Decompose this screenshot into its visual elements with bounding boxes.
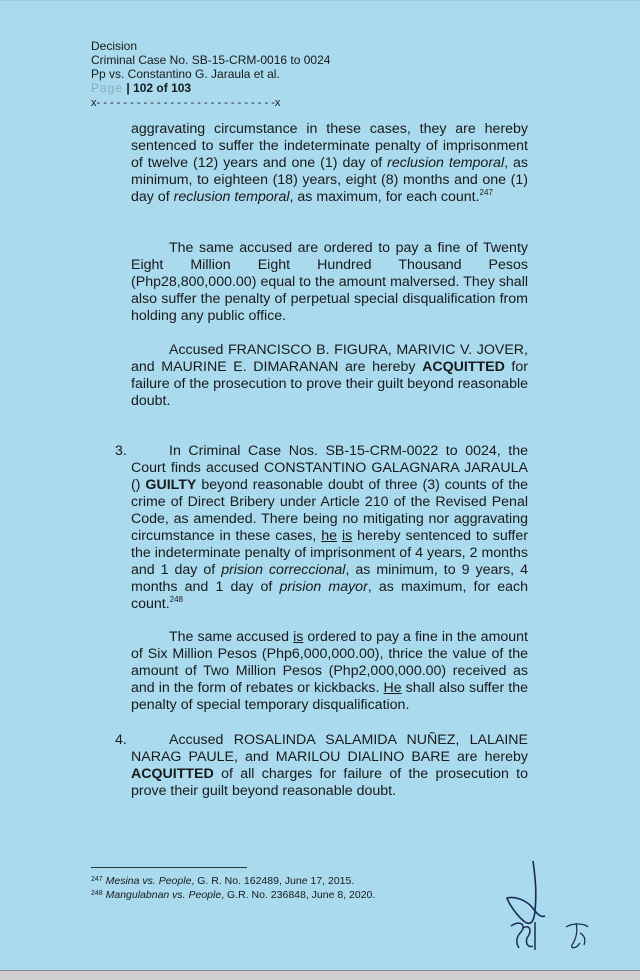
page-label: Page [91, 81, 124, 95]
header-page-number [91, 81, 330, 95]
signature-initial-2 [505, 916, 545, 956]
paragraph-acquittal-figura: Accused FRANCISCO B. FIGURA, MARIVIC V. JOVER, and MAURINE E. DIMARANAN are hereby ACQUITTED for failure of the prosecution to prove their guilt beyond reasonable doubt. [131, 342, 528, 409]
footnote-248: $^{248}$ Mangulabnan vs. People, G.R. No. 236848, June 8, 2020. [91, 889, 376, 901]
item-number-4: 4. [115, 732, 127, 748]
header-case-title: Pp vs. Constantino G. Jaraula et al. [91, 67, 280, 81]
item-number-3: 3. [115, 443, 127, 459]
paragraph-penalty-malversation: aggravating circumstance in these cases, they are hereby sentenced to suffer the indeterminate penalty of imprisonment of twelve (12) years and one (1) day of reclusion temporal, as minimum, to eighteen (18) years, eight (8) months and one (1) day of reclusion temporal, as maximum, for each count.$^{247}$ [131, 121, 528, 205]
footnote-ref-248: 248 [169, 595, 184, 604]
signature-initial-3 [562, 919, 592, 951]
paragraph-fine-bribery: The same accused is ordered to pay a fine in the amount of Six Million Pesos (Php6,000,000.00), thrice the value of the amount of Two Million Pesos (Php2,000,000.00) received as and in the form of rebates or kickbacks. He shall also suffer the penalty of special temporary disqualification. [131, 629, 529, 713]
header-title: Decision [91, 39, 138, 53]
header-separator: x- - - - - - - - - - - - - - - - - - - - - - - - - - -x [91, 97, 281, 109]
header-case-number: Criminal Case No. SB-15-CRM-0016 to 0024 [91, 53, 331, 67]
paragraph-fine-malversation: The same accused are ordered to pay a fine of Twenty Eight Million Eight Hundred Thousand Pesos (Php28,800,000.00) equal to the amount malversed. They shall also suffer the penalty of perpetual special disqualification from holding any public office. [131, 240, 528, 324]
footnote-ref-247: 247 [479, 188, 493, 197]
footnote-247: $^{247}$ Mesina vs. People, G. R. No. 162489, June 17, 2015. [91, 875, 355, 887]
paragraph-acquittal-nunez: Accused ROSALINDA SALAMIDA NUÑEZ, LALAINE NARAG PAULE, and MARILOU DIALINO BARE are hereby ACQUITTED of all charges for failure of the prosecution to prove their guilt beyond reasonable doubt. [131, 732, 528, 799]
footnote-divider [91, 867, 247, 868]
page-count: | 102 of 103 [126, 81, 192, 95]
page-header [91, 39, 330, 110]
paragraph-bribery-conviction: In Criminal Case Nos. SB-15-CRM-0022 to 0024, the Court finds accused CONSTANTINO GALAGNARA JARAULA () GUILTY beyond reasonable doubt of three (3) counts of the crime of Direct Bribery under Article 210 of the Revised Penal Code, as amended. There being no mitigating nor aggravating circumstance in these cases, he is hereby sentenced to suffer the indeterminate penalty of imprisonment of 4 years, 2 months and 1 day of prision correccional, as minimum, to 9 years, 4 months and 1 day of prision mayor, as maximum, for each count.$^{248}$ [131, 443, 528, 612]
